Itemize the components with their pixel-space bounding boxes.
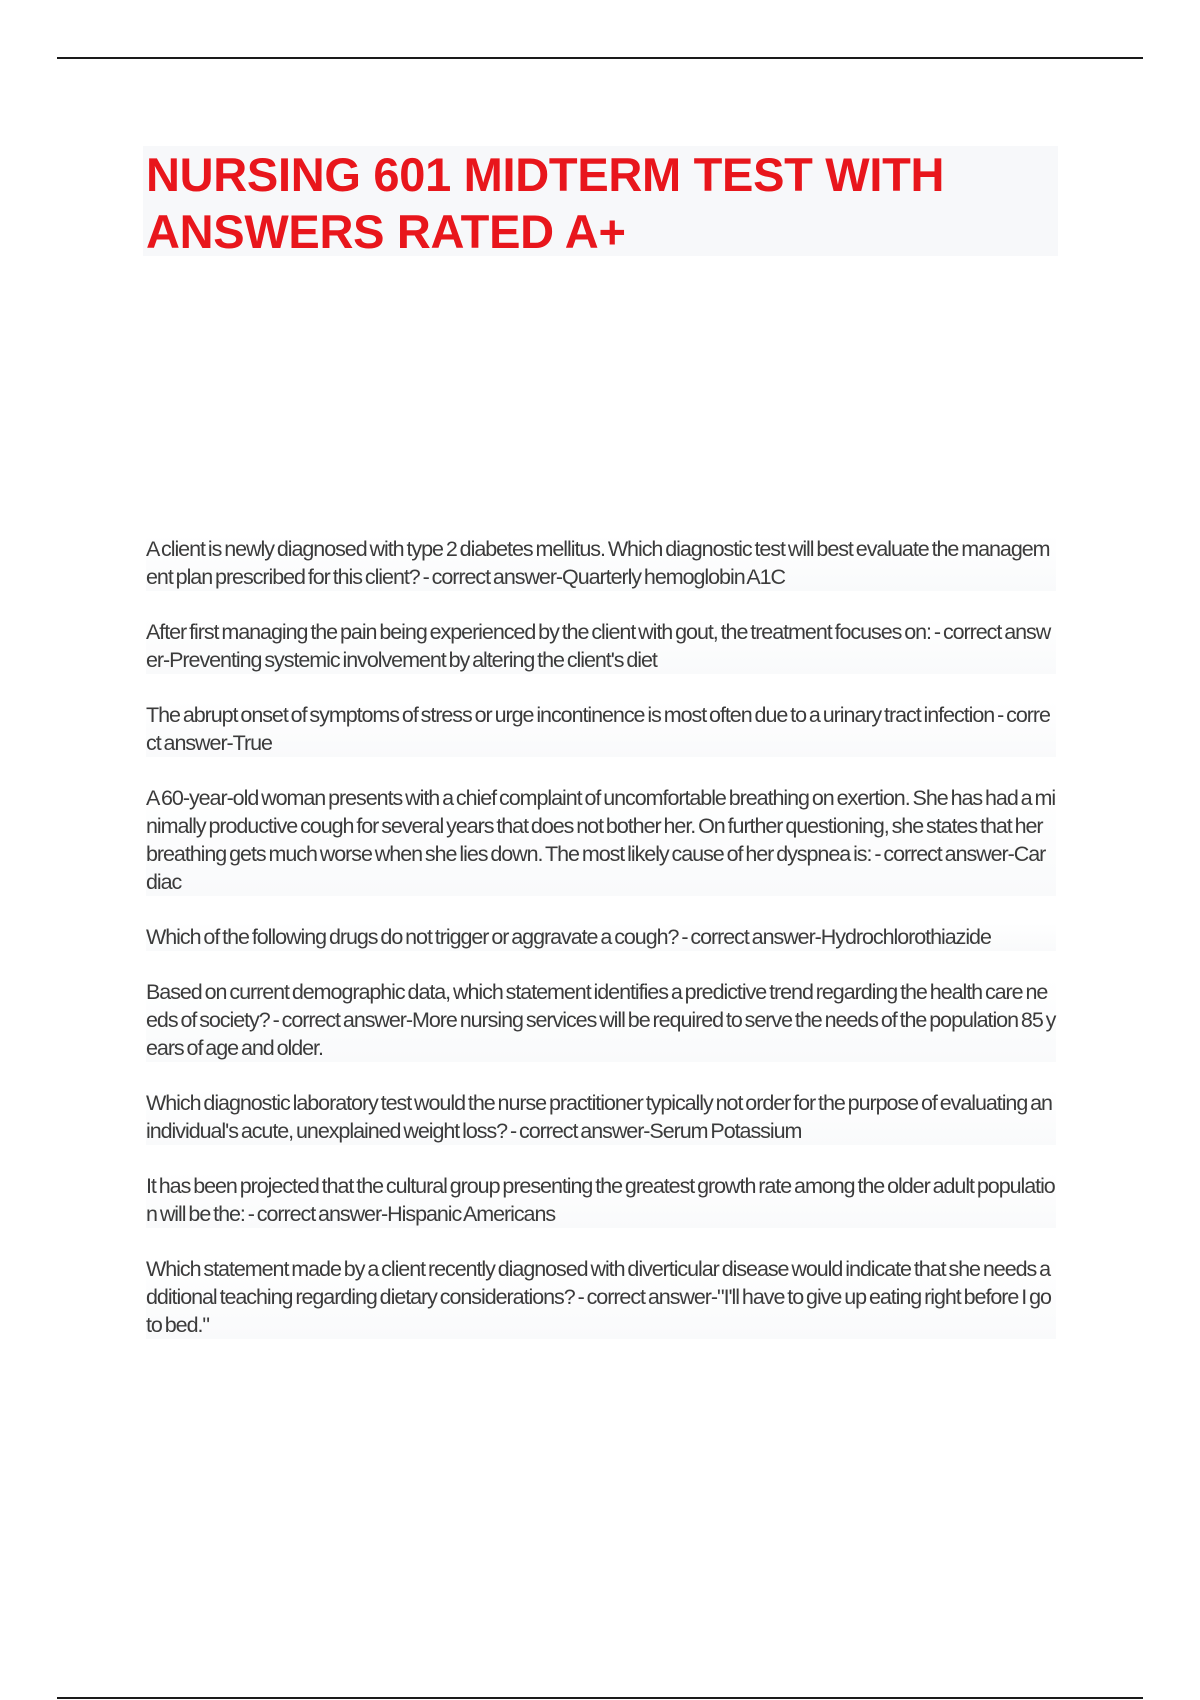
question-text: The abrupt onset of symptoms of stress or urge incontinence is most often due to a urinary tract infection	[146, 703, 995, 727]
qa-item	[146, 535, 1056, 591]
answer-text: Hydrochlorothiazide	[820, 925, 991, 949]
answer-separator: - correct answer-	[269, 1008, 413, 1032]
answer-separator: - correct answer-	[678, 925, 821, 949]
qa-item	[146, 701, 1056, 757]
qa-item	[146, 618, 1056, 674]
answer-separator: - correct answer-	[507, 1119, 650, 1143]
question-text: Which statement made by a client recently diagnosed with diverticular disease would indicate that she needs additional teaching regarding dietary considerations?	[146, 1257, 1051, 1309]
title-block	[143, 146, 1058, 256]
question-text: A client is newly diagnosed with type 2 diabetes mellitus. Which diagnostic test will best evaluate the management plan prescribed for this client?	[146, 537, 1050, 589]
answer-text: Preventing systemic involvement by altering the client's diet	[169, 648, 657, 672]
answer-text: Quarterly hemoglobin A1C	[562, 565, 786, 589]
qa-item	[146, 784, 1056, 896]
qa-list	[146, 535, 1056, 1366]
qa-item	[146, 978, 1056, 1062]
question-text: A 60-year-old woman presents with a chief complaint of uncomfortable breathing on exertion. She has had a minimally productive cough for several years that does not bother her. On further questioning, she states that her breathing gets much worse when she lies down. The most likely cause of her dyspnea is:	[146, 786, 1056, 866]
answer-separator: - correct answer-	[871, 842, 1014, 866]
answer-text: More nursing services will be required to serve the needs of the population 85 years of age and older.	[146, 1008, 1056, 1060]
answer-separator: - correct answer-	[146, 703, 1050, 755]
answer-text: Cardiac	[146, 842, 1046, 894]
question-text: After first managing the pain being experienced by the client with gout, the treatment focuses on:	[146, 620, 931, 644]
qa-item	[146, 1172, 1056, 1228]
answer-separator: - correct answer-	[244, 1202, 388, 1226]
answer-text: True	[232, 731, 272, 755]
top-rule	[57, 57, 1143, 59]
qa-item	[146, 923, 1056, 951]
question-text: Which of the following drugs do not trigger or aggravate a cough?	[146, 925, 679, 949]
answer-separator: - correct answer-	[146, 620, 1051, 672]
bottom-rule	[57, 1697, 1143, 1699]
question-text: It has been projected that the cultural group presenting the greatest growth rate among the older adult population will be the:	[146, 1174, 1055, 1226]
qa-item	[146, 1089, 1056, 1145]
answer-text: Serum Potassium	[649, 1119, 802, 1143]
answer-text: Hispanic Americans	[387, 1202, 556, 1226]
document-title: NURSING 601 MIDTERM TEST WITH ANSWERS RATED A+	[146, 148, 945, 258]
qa-item	[146, 1255, 1056, 1339]
answer-separator: - correct answer-	[574, 1285, 717, 1309]
answer-separator: - correct answer-	[419, 565, 563, 589]
question-text: Based on current demographic data, which statement identifies a predictive trend regarding the health care needs of society?	[146, 980, 1048, 1032]
answer-text: "I'll have to give up eating right before I go to bed."	[146, 1285, 1051, 1337]
question-text: Which diagnostic laboratory test would the nurse practitioner typically not order for the purpose of evaluating an individual's acute, unexplained weight loss?	[146, 1091, 1052, 1143]
